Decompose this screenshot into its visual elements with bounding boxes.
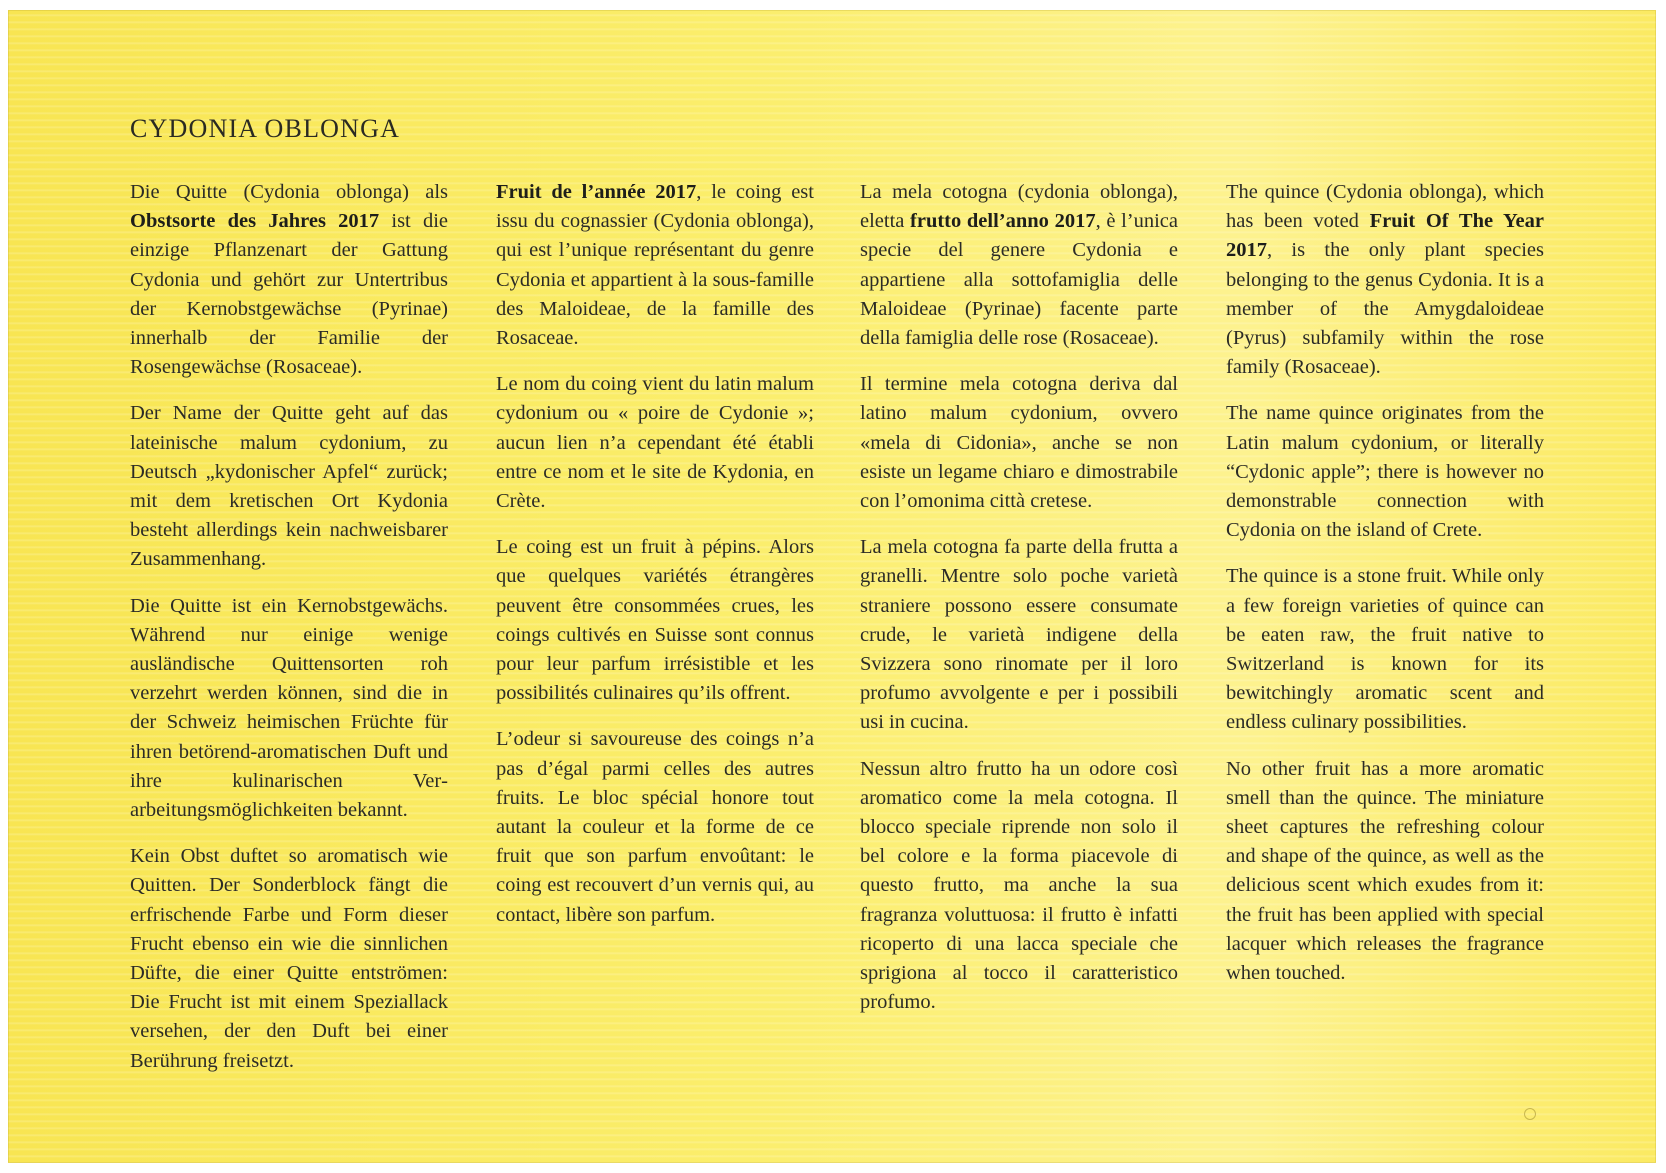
text-run: The quince is a stone fruit. While only a few foreign varieties of quince can be eaten raw, the fruit native to Switzerland is known for its bewitchingly aromatic scent and endless culinary possibilities.	[1226, 565, 1544, 734]
paragraph	[860, 533, 1178, 737]
paragraph	[496, 178, 814, 353]
text-run: , le coing est issu du cognassier (Cydonia oblonga), qui est l’unique représentant du genre Cydonia et appartient à la sous-famille des Maloideae, de la famille des Rosaceae.	[496, 181, 814, 350]
text-run: Der Name der Quitte geht auf das lateinische malum cydonium, zu Deutsch „kydonischer Apfel“ zurück; mit dem kretischen Ort Kydonia besteht allerdings kein nachweisbarer Zusammenhang.	[130, 402, 448, 571]
column-french	[496, 178, 814, 947]
text-run: L’odeur si savoureuse des coings n’a pas d’égal parmi celles des autres fruits. Le bloc spécial honore tout autant la couleur et la forme de ce fruit que son parfum envoûtant: le coing est recouvert d’un vernis qui, au contact, libère son parfum.	[496, 728, 814, 926]
text-run: , è l’unica specie del genere Cydonia e appartiene alla sottofamiglia delle Maloideae (Pyrinae) facente parte della famiglia delle rose (Rosaceae).	[860, 210, 1179, 350]
paragraph	[1226, 178, 1544, 382]
paragraph	[496, 370, 814, 516]
paragraph	[130, 592, 448, 826]
bold-text: Obstsorte des Jahres 2017	[130, 210, 380, 233]
paragraph	[1226, 562, 1544, 737]
text-run: No other fruit has a more aromatic smell than the quince. The miniature sheet captures the refreshing colour and shape of the quince, as well as the delicious scent which exudes from it: the fruit has been applied with special lacquer which releases the fragrance when touched.	[1226, 757, 1544, 985]
text-run: The name quince originates from the Latin malum cydonium, or literally “Cydonic apple”; there is however no demonstrable connection with Cydonia on the island of Crete.	[1226, 402, 1544, 542]
text-run: Le nom du coing vient du latin malum cydonium ou « poire de Cydonie »; aucun lien n’a cependant été établi entre ce nom et le site de Kydonia, en Crète.	[496, 373, 814, 513]
text-run: ist die einzige Pflanzenart der Gattung Cydonia und gehört zur Untertribus der Kernobstgewächse (Pyrinae) innerhalb der Familie der Rosengewächse (Rosaceae).	[130, 210, 448, 379]
text-run: Il termine mela cotogna deriva dal latino malum cydonium, ovvero «mela di Cidonia», anche se non esiste un legame chiaro e dimostrabile con l’omonima città cretese.	[860, 373, 1178, 513]
paragraph	[1226, 755, 1544, 989]
bold-text: Fruit de l’année 2017	[496, 181, 697, 203]
corner-mark	[1524, 1108, 1536, 1120]
paragraph	[496, 725, 814, 929]
text-run: La mela cotogna (cydonia oblonga), eletta	[860, 181, 1178, 233]
paragraph	[130, 178, 448, 382]
paragraph	[860, 370, 1178, 516]
column-english	[1226, 178, 1544, 1005]
bold-text: frutto dell’anno 2017	[910, 210, 1096, 233]
text-run: Le coing est un fruit à pépins. Alors que quelques variétés étrangères peuvent être consommées crues, les coings cultivés en Suisse sont connus pour leur parfum irrésistible et les possibilités culinaires qu’ils offrent.	[496, 536, 814, 705]
column-german	[130, 178, 448, 1093]
column-italian	[860, 178, 1178, 1034]
text-run: Kein Obst duftet so aromatisch wie Quitten. Der Sonderblock fängt die erfrischende Farbe und Form dieser Frucht ebenso ein wie die sinnlichen Düfte, die einer Quitte entströmen: Die Frucht ist mit einem Speziallack versehen, der den Duft bei einer Berührung freisetzt.	[130, 845, 448, 1072]
text-run: The quince (Cydonia oblonga), which has been voted	[1226, 181, 1544, 233]
text-run: , is the only plant species belonging to the genus Cydonia. It is a member of the Amygdaloideae (Pyrus) subfamily within the rose family (Rosaceae).	[1226, 239, 1544, 379]
bold-text: Fruit Of The Year 2017	[1226, 210, 1544, 262]
text-run: Die Quitte (Cydonia oblonga) als	[130, 181, 448, 203]
paragraph	[860, 755, 1178, 1018]
document-page	[8, 10, 1656, 1163]
text-run: Nessun altro frutto ha un odore così aromatico come la mela cotogna. Il blocco speciale riprende non solo il bel colore e la forma piacevole di questo frutto, ma anche la sua fragranza voluttuosa: il frutto è infatti ricoperto di una lacca speciale che sprigiona al tocco il caratteristico profumo.	[860, 757, 1178, 1014]
page-title: CYDONIA OBLONGA	[130, 114, 401, 143]
text-run: La mela cotogna fa parte della frutta a granelli. Mentre solo poche varietà straniere possono essere consumate crude, le varietà indigene della Svizzera sono rinomate per il loro profumo avvolgente e per i possibili usi in cucina.	[860, 536, 1178, 734]
paragraph	[130, 399, 448, 574]
paragraph	[496, 533, 814, 708]
paragraph	[860, 178, 1178, 353]
paragraph	[130, 842, 448, 1076]
paragraph	[1226, 399, 1544, 545]
text-run: Die Quitte ist ein Kernobstgewächs. Während nur einige wenige ausländische Quittensorten roh verzehrt werden können, sind die in der Schweiz heimischen Früchte für ihren betörend-aromatischen Duft und ihre kulinarischen Verarbeitungsmöglichkeiten bekannt.	[130, 594, 448, 822]
